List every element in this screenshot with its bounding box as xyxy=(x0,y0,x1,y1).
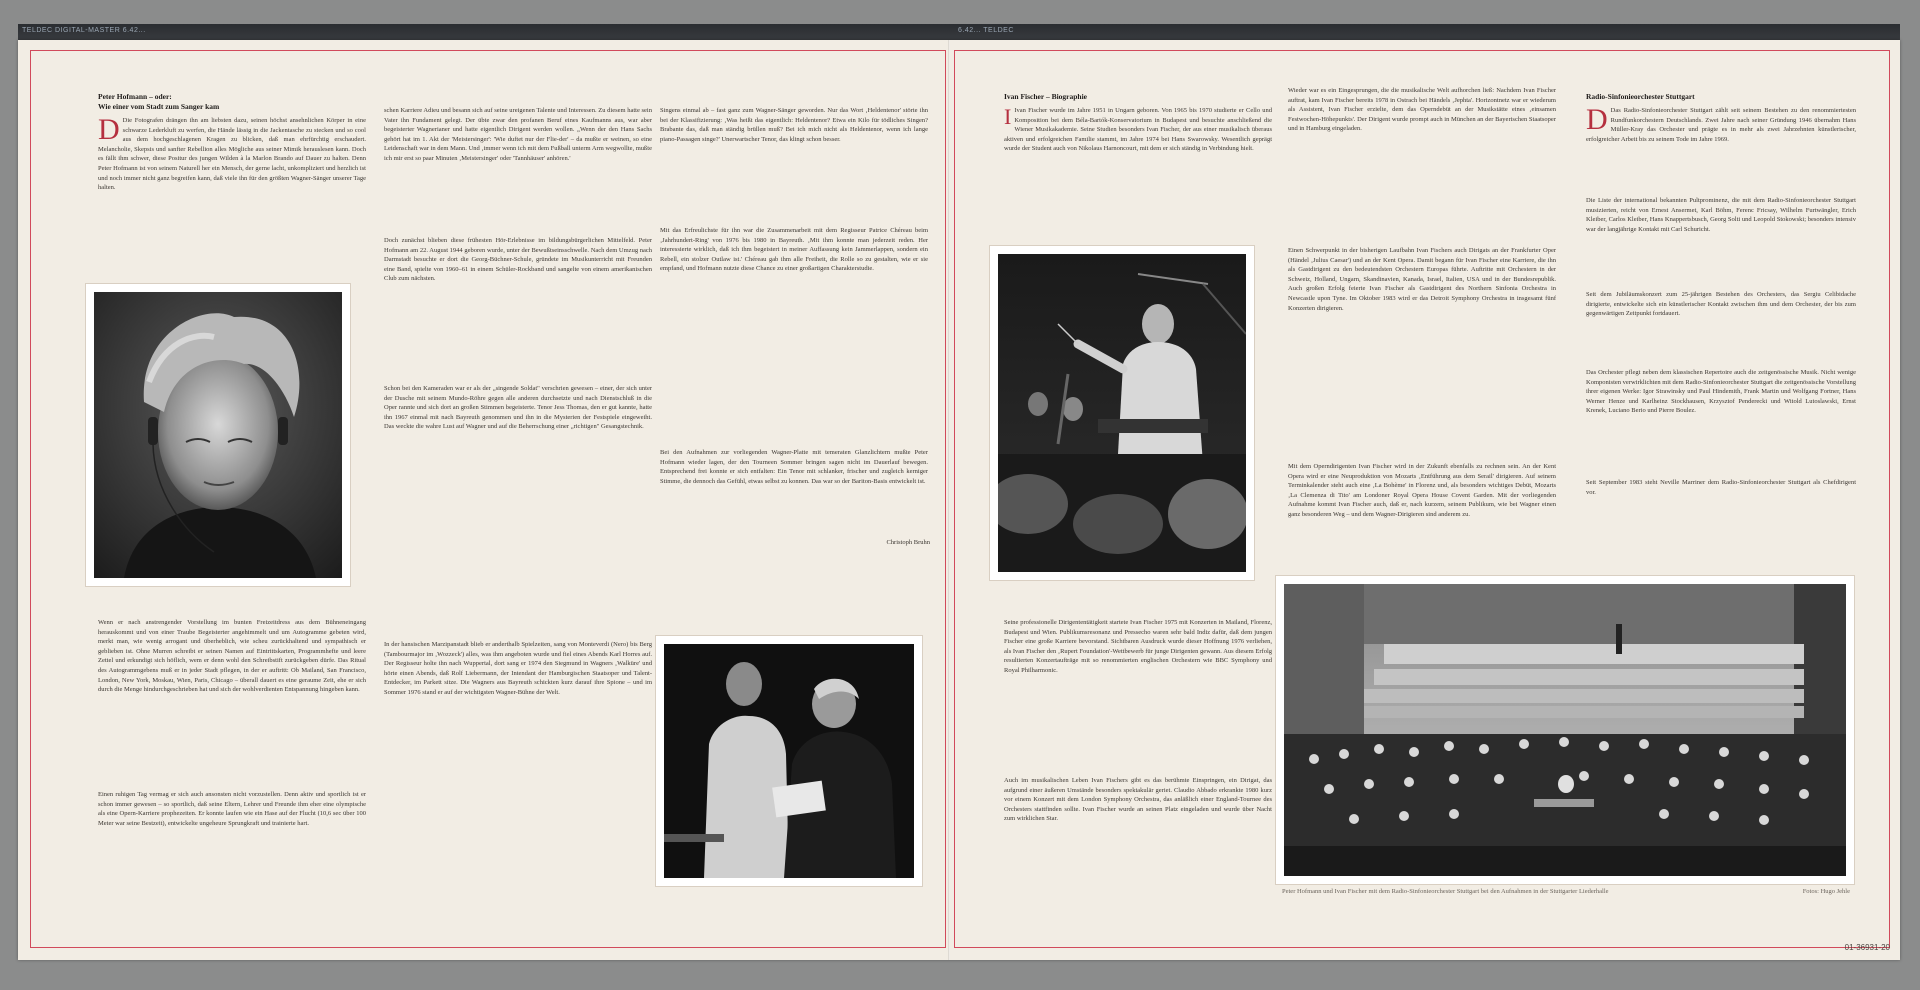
article2-column-2-top xyxy=(1288,86,1556,206)
article1-title-block xyxy=(98,92,358,112)
article1-column-2-lower xyxy=(384,384,652,614)
article1-column-1-top xyxy=(98,116,366,266)
article2-column-2-bottom xyxy=(1288,462,1556,580)
orchestra-caption: Peter Hofmann und Ivan Fischer mit dem Radio-Sinfonieorchester Stuttgart bei den Aufnahmen in der Stuttgarter Liederhalle xyxy=(1282,888,1609,895)
dropcap-d2: D xyxy=(1586,106,1608,136)
article1-paragraph-8: Singens einmal ab – fast ganz zum Wagner-Sänger geworden. Nur das Wort ‚Heldentenor' störte ihn bei der Klassifizierung: ‚Was heißt das eigentlich: Heldentenor? Etwa ein Kilo für tödliches Singen? Brabante das, daß man ständig brüllen muß? Bei ich mich nicht als Heldentenor, wenn ich lange piano-Passagen singe?' Unerwartscher Tenor, das klingt schon besser. xyxy=(660,107,928,143)
article3-column-4 xyxy=(1586,368,1856,464)
article2-title: Ivan Fischer – Biographie xyxy=(1004,92,1087,101)
article1-column-3-middle xyxy=(660,226,928,406)
gatefold-crease xyxy=(948,40,950,960)
article3-paragraph-4: Das Orchester pflegt neben dem klassischen Repertoire auch die zeitgenössische Musik. Nicht wenige Komponisten verwirklichten mit dem Radio-Sinfonieorchester Stuttgart die zeitgenössische Vorstellung ihrer eigenen Werke: Igor Strawinsky und Paul Hindemith, Frank Martin und Wolfgang Fortner, Hans Werner Henze und Karlheinz Stockhausen, Krzysztof Penderecki und Witold Lutoslawski, Ernst Krenek, Luciano Berio und Pierre Boulez. xyxy=(1586,369,1856,415)
article1-title: Peter Hofmann – oder: xyxy=(98,92,172,101)
article1-paragraph-4: schen Karriere Adieu und besann sich auf seine ureigenen Talente und Interessen. Zu diesem hatte sein Vater ihn Fundament gelegt. Der übte zwar den profanen Beruf eines Kaufmanns aus, war aber begeisterter Wagnerianer und hatte eigentlich Dirigent werden wollen. „Wenn der den Hans Sachs gehört hat im 1. Akt der 'Meistersinger': 'Wie duftet nur der Flie-der' – da mußte er weinen, so eine Leidenschaft war in dem Mann. Und ‚immer wenn ich mit dem Fußball unterm Arm wegwollte, mußte ich mir erst so paar Minuten ‚Meistersinger' oder 'Tannhäuser' anhören.' xyxy=(384,107,652,162)
article1-column-3-top xyxy=(660,106,928,206)
conductor-photo-frame xyxy=(990,246,1254,580)
article3-column-2 xyxy=(1586,196,1856,274)
article1-paragraph-2: Wenn er nach anstrengender Vorstellung im bunten Freizeitdress aus dem Bühneneingang herauskommt und von einer Traube Begeisterter angehimmelt und um Autogramme gebeten wird, merkt man, wie wenig arrogant und überheblich, wie scheu zurückhaltend und sympathisch er geblieben ist. Ohne Murren schreibt er seinen Namen auf Eintrittskarten, Programmhefte und leere Zettel und erkundigt sich höflich, wem er denn wohl den Schreibstift zurückgeben dürfe. Das Ritual des Autogrammgebens muß er in jeder Stadt pflegen, in der er auftritt: Ob Mailand, San Francisco, London, New York, Moskau, Wien, Paris, Chicago – überall dauert es eine geraume Zeit, ehe er sich durch die Menge hindurchgeschrieben hat und sich der wohlverdienten Entspannung hingeben kann. xyxy=(98,619,366,694)
article3-title: Radio-Sinfonieorchester Stuttgart xyxy=(1586,92,1695,101)
top-strip-right-tag: 6.42... TELDEC xyxy=(958,27,1014,34)
article1-paragraph-9: Mit das Erfreulichste für ihn war die Zusammenarbeit mit dem Regisseur Patrice Chéreau beim ‚Jahrhundert-Ring' von 1976 bis 1980 in Bayreuth. ‚Mit ihm konnte man jederzeit reden. Her interessierte wirklich, daß ich ihm begeistert in meiner Auffassung kein Jammerlappen, sondern ein Rebell, ein stolzer Outlaw ist.' Chéreau gab ihm alle Freiheit, die Rolle so zu gestalten, wie er sie empfand, und Hofmann nutzte diese Chance zu einer großartigen Charakterstudie. xyxy=(660,227,928,273)
article3-paragraph-3: Seit dem Jubiläumskonzert zum 25-jährigen Bestehen des Orchesters, das Sergiu Celibidache dirigierte, entwickelte sich ein künstlerischer Kontakt zwischen ihm und dem Orchester, der bis zum gegenwärtigen Zeitpunkt fortdauert. xyxy=(1586,291,1856,318)
article1-column-1-middle xyxy=(98,618,366,768)
rehearsal-photo-frame xyxy=(656,636,922,886)
article2-paragraph-3: Auch im musikalischen Leben Ivan Fischers gibt es das berühmte Einspringen, ein Dirigat, das aufgrund einer äußeren Umstände besonders spektakulär geriet. Claudio Abbado erkrankte 1980 kurz vor einem Konzert mit dem London Symphony Orchestra, das anläßlich einer England-Tournee des Orchesters stattfinden sollte. Ivan Fischer wurde an seinen Platz eingeladen und wurde über Nacht zum wirklichen Star. xyxy=(1004,777,1272,823)
article2-column-1-middle xyxy=(1004,618,1272,758)
portrait-photo xyxy=(94,292,342,578)
article2-paragraph-2: Seine professionelle Dirigententätigkeit startete Ivan Fischer 1975 mit Konzerten in Mailand, Florenz, Budapest und Wien. Publikumsresonanz und Pressecho waren sehr bald Indiz dafür, daß dem jungen Fischer eine große Karriere bevorstand. Sichtbaren Ausdruck wurde dieser Hoffnung 1976 verliehen, als Ivan Fischer den ‚Rupert Foundation'-Wettbewerb für junge Dirigenten gewann. Aus diesem Erfolg resultierten Konzertaufträge mit so renommierten englischen Orchestern wie BBC Symphony und Royal Philharmonic. xyxy=(1004,619,1272,674)
article2-paragraph-5: Einen Schwerpunkt in der bisherigen Laufbahn Ivan Fischers auch Dirigats an der Frankfurter Oper (Händel ‚Julius Caesar') und an der Kent Opera. Damit begann für Ivan Fischer eine Karriere, die ihn als Gastdirigent zu den bedeutendsten Orchestern Europas führte. Auftritte mit Orchestern in der Schweiz, Holland, Ungarn, Skandinavien, Kanada, Israel, Italien, USA und in der Bundesrepublik. Auch großen Erfolg feierte Ivan Fischer als Gastdirigent des Northern Sinfonia Orchestra in Newcastle upon Tyne. Im Oktober 1983 wird er das Detroit Symphony Orchestra in insgesamt fünf Konzerten dirigieren. xyxy=(1288,247,1556,312)
article1-paragraph-5: Doch zunächst blieben diese frühesten Hör-Erlebnisse im bildungsbürgerlichen Mittelfeld. Peter Hofmann am 22. August 1944 geboren wurde, unter der Bewußtseinsschwelle. Nach dem Umzug nach Darmstadt besuchte er dort die Georg-Büchner-Schule, gründete im Musikunterricht mit Freunden eine Band, spielte von 1960–61 in einem Schüler-Rockband und sangelte von einem amerikanischen Club zum nächsten. xyxy=(384,237,652,283)
photo-credit: Fotos: Hugo Jehle xyxy=(1802,888,1850,895)
article3-column-top xyxy=(1586,106,1856,186)
orchestra-photo-frame xyxy=(1276,576,1854,884)
article1-author: Christoph Bruhn xyxy=(886,539,930,546)
article2-column-1-bottom xyxy=(1004,776,1272,886)
catalog-number: 01-36931-20 xyxy=(1844,943,1890,952)
article2-paragraph-4: Wieder war es ein Eingesprungen, die die musikalische Welt aufhorchen ließ: Nachdem Ivan Fischer auftrat, kam Ivan Fischer bereits 1978 in Ostrach bei Händels ‚Jephta'. Horizontnetz war er wiederum als Assistent, Ivan Fischer erzielte, dem das Operndebüt an der Musikstätte eines ‚einsamen Festwochen-Höhepunkts'. Der Dirigent wurde prompt auch in München an der Bayerischen Staatsoper und in Hamburg eingeladen. xyxy=(1288,87,1556,133)
article3-paragraph-1: Das Radio-Sinfonieorchester Stuttgart zählt seit seinem Bestehen zu den renommiertesten Rundfunkorchestern Deutschlands. Zwei Jahre nach seiner Gründung 1946 übernahm Hans Müller-Kray das Orchester und prägte es in mehr als zwei Jahrzehnten künstlerischer, erfolgreicher Arbeit bis zu seinem Tode im Jahre 1969. xyxy=(1586,107,1856,143)
article1-column-3-bottom xyxy=(660,448,928,534)
article1-paragraph-6: Schon bei den Kameraden war er als der „singende Soldat" verschrien gewesen – einer, der sich unter der Dusche mit seinem Mundo-Röhre gegen alle anderen durchsetzte und nach Dienstschluß in die Oper rannte und sich dort an großen Stimmen begeisterte. Tenor Jess Thomas, den er gut kannte, hatte ihn 1967 einmal mit nach Bayreuth genommen und ihn in die Mysterien der Festspiele eingeweiht. Das weckte die wahre Lust auf Wagner und auf die Beherrschung einer „richtigen" Gesangstechnik. xyxy=(384,385,652,431)
portrait-photo-frame xyxy=(86,284,350,586)
article3-column-3 xyxy=(1586,290,1856,340)
article2-paragraph-6: Mit dem Operndirigenten Ivan Fischer wird in der Zukunft ebenfalls zu rechnen sein. An der Kent Opera wird er eine Neuproduktion von Mozarts ‚Entführung aus dem Serail' dirigieren. Auf seinem Terminkalender steht auch eine ‚La Bohème' in Florenz und, als besonders wichtiges Debüt, Mozarts ‚La Clemenza di Tito' am Londoner Royal Opera House Covent Garden. Mit der vorliegenden Aufnahme kommt Ivan Fischer auch, daß er, nach kurzem, seinem Publikum, wie bei Wagner einen ganz besonderen Weg – und dem Wagner-Dirigieren sind anderem zu. xyxy=(1288,463,1556,518)
article1-column-2-top xyxy=(384,106,652,202)
article2-column-1-top xyxy=(1004,106,1272,216)
conductor-photo xyxy=(998,254,1246,572)
article1-paragraph-10: Bei den Aufnahmen zur vorliegenden Wagner-Platte mit temeraten Glanzlichtern mußte Peter Hofmann wieder lagen, der den Tourneen Sommer bringen sagen nicht im Dauerlauf bewegen. Entsprechend frei konnte er sich entfalten: Ein Tenor mit schlanker, frischer und zugleich kerniger Stimme, die dennoch das Gefühl, etwas selbst zu konnen. Das war so der Bariton-Basis entwickelt ist. xyxy=(660,449,928,485)
top-strip-left-tag: TELDEC DIGITAL-MASTER 6.42... xyxy=(22,27,146,34)
dropcap-d: D xyxy=(98,116,120,146)
article1-paragraph-1: Die Fotografen drängen ihn am liebsten dazu, seinen höchst ansehnlichen Körper in eine schwarze Lederkluft zu werfen, die Hände lässig in die Jackentasche zu stecken und so cool aus dem hochgeschlagenen Kragen zu blicken, daß man ehrfürchtig erschaudert. Melancholie, Skepsis und sanfter Rebellion alles Mögliche aus seiner Mimik herauslesen kann. Doch es fällt ihm schwer, diese Positur des jungen Wilden à la Marlon Brando auf Dauer zu halten. Denn Peter Hofmann ist von seinem Naturell her ein Mensch, der gerne lacht, unkompliziert und herzlich ist und noch immer nicht ganz begreifen kann, daß viele ihn für den größten Wagner-Sänger unserer Tage halten. xyxy=(98,117,366,192)
article2-paragraph-1: Ivan Fischer wurde im Jahre 1951 in Ungarn geboren. Von 1965 bis 1970 studierte er Cello und Komposition bei dem Béla-Bartók-Konservatorium in Budapest und besuchte anschließend die Wiener Musikakademie. Seine Studien besonders Ivan Fischer, der aus einer musikalisch überaus aktiven und erfolgreichen Familie stammt, im Jahre 1974 bei Hans Swarowsky. Wesentlich geprägt wurde der Student auch von Nikolaus Harnoncourt, mit dem er sich ständig in Verbindung hielt. xyxy=(1004,107,1272,153)
article1-paragraph-7: In der hansischen Marzipanstadt blieb er anderthalb Spielzeiten, sang von Monteverdi (Nero) bis Berg (Tambourmajor im ‚Wozzeck') alles, was ihm angeboten wurde und fiel eines Abends Karl Horres auf. Der Regisseur holte ihn nach Wuppertal, dort sang er 1974 den Siegmund in Wagners ‚Walküre' und hörte einen Abends, daß Rolf Liebermann, der Intendant der Hamburgischen Staatsoper und Talent-Entdecker, im Parkett sitze. Die Wagners aus Bayreuth schickten kurz darauf ihre Spione – und im Sommer 1976 stand er auf der wichtigsten Wagner-Bühne der Welt. xyxy=(384,641,652,696)
article3-column-5 xyxy=(1586,478,1856,508)
article3-paragraph-5: Seit September 1983 steht Neville Marriner dem Radio-Sinfonieorchester Stuttgart als Chefdirigent vor. xyxy=(1586,479,1856,496)
dropcap-i: I xyxy=(1004,106,1012,129)
article1-column-1-bottom xyxy=(98,790,366,930)
orchestra-photo xyxy=(1284,584,1846,876)
article1-paragraph-3: Einen ruhigen Tag vermag er sich auch ansonsten nicht vorzustellen. Denn aktiv und sportlich ist er schon immer gewesen – so sportlich, daß seine Eltern, Lehrer und Freunde ihm eher eine olympische als eine Opern-Karriere prophezeiten. Er konnte laufen wie ein Hase auf der Flucht (10,6 sec über 100 Meter war seine Bestzeit), entwickelte ungeheure Sprungkraft und trainierte hart. xyxy=(98,791,366,827)
rehearsal-photo xyxy=(664,644,914,878)
article3-paragraph-2: Die Liste der international bekannten Pultprominenz, die mit dem Radio-Sinfonieorchester Stuttgart musizierten, reicht von Ernest Ansermet, Karl Böhm, Ferenc Fricsay, Wilhelm Furtwängler, Erich Kleiber, Carlos Kleiber, Hans Knappertsbusch, Georg Solti und Leopold Stokowski; besonders intensiv war der langjährige Kontakt mit Carl Schuricht. xyxy=(1586,197,1856,233)
article1-column-2-middle xyxy=(384,236,652,376)
article2-column-2-middle xyxy=(1288,246,1556,446)
article1-column-2-bottom xyxy=(384,640,652,930)
article1-subtitle: Wie einer vom Stadt zum Sanger kam xyxy=(98,102,220,111)
